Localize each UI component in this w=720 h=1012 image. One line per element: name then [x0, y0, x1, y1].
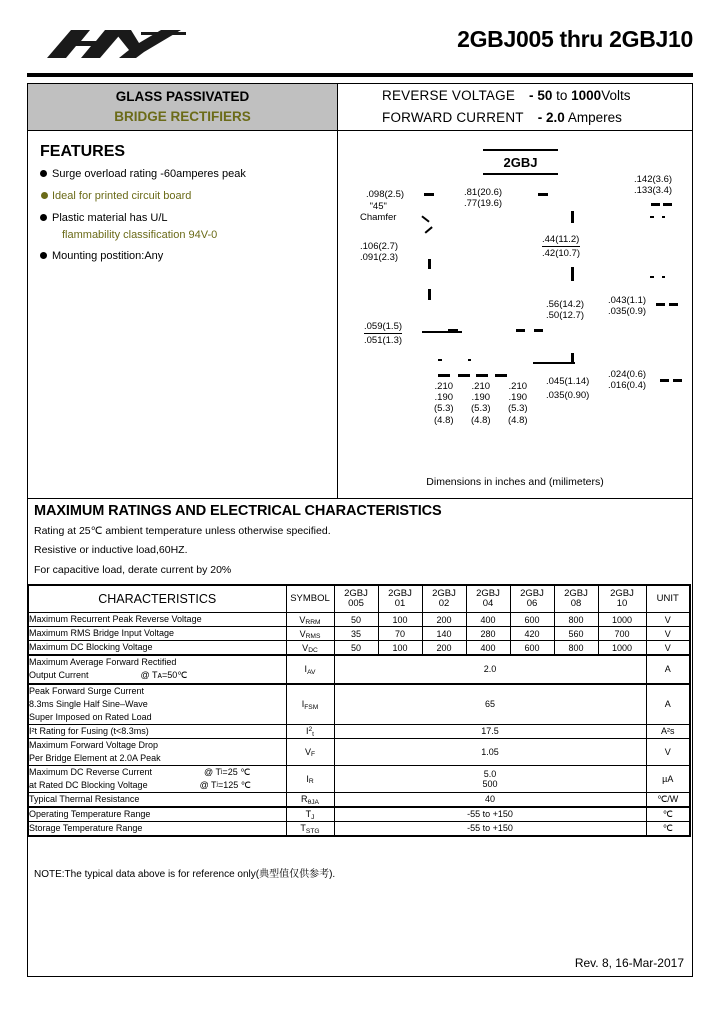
characteristic-line: Maximum Average Forward Rectified	[29, 657, 177, 668]
summary-box	[27, 83, 693, 131]
table-row	[28, 627, 690, 641]
characteristic-line: Maximum DC Reverse Current @ Tʲ=25 ℃	[29, 766, 286, 779]
cell-characteristic-vrms	[28, 627, 286, 641]
value-line: 40	[484, 794, 495, 805]
cell-unit-rthja: ℃/W	[646, 792, 690, 807]
feature-item-3	[40, 249, 337, 264]
dot-marker	[650, 276, 654, 278]
arrow-marker	[571, 353, 574, 363]
cell-value-rthja	[334, 792, 646, 807]
cell-symbol-rthja: $R_{\theta JA}$	[286, 792, 334, 807]
dim-body-height: .56(14.2) .50(12.7)	[546, 299, 585, 322]
cell-symbol-tj: $T_J$	[286, 807, 334, 822]
feature-text: Surge overload rating -60amperes peak	[52, 168, 246, 180]
key-ratings-panel	[338, 84, 692, 130]
dim-chamfer-note: "45" Chamfer	[360, 201, 397, 224]
arrow-marker	[538, 193, 548, 196]
cell-value-vdc-5: 800	[554, 641, 598, 656]
revision-label: Rev. 8, 16-Mar-2017	[574, 956, 684, 970]
feature-text: Mounting postition:Any	[52, 250, 164, 263]
cell-unit-vf: V	[646, 738, 690, 765]
table-row	[28, 724, 690, 738]
dim-lead-spacing-3: .210 .190 (5.3) (4.8)	[508, 381, 528, 426]
dot-marker	[438, 359, 442, 361]
cell-value-vdc-6: 1000	[598, 641, 646, 656]
col-unit: UNIT	[646, 585, 690, 613]
cell-symbol-vrrm: $V_{RRM}$	[286, 613, 334, 627]
drawing-caption: Dimensions in inches and (milimeters)	[426, 476, 604, 488]
features-heading: FEATURES	[40, 143, 126, 160]
arrow-marker	[424, 193, 434, 196]
cell-value-vdc-2: 200	[422, 641, 466, 656]
table-header-row	[28, 585, 690, 613]
characteristic-line: Maximum Forward Voltage Drop	[29, 739, 159, 750]
bullet-icon	[40, 214, 47, 221]
arrow-marker	[571, 211, 574, 223]
characteristic-line: Per Bridge Element at 2.0A Peak	[29, 752, 161, 763]
package-drawing	[338, 131, 692, 498]
ratings-note-0: Rating at 25℃ ambient temperature unless otherwise specified.	[34, 525, 331, 537]
cell-value-vrms-6: 700	[598, 627, 646, 641]
reverse-voltage-unit: Volts	[601, 88, 631, 104]
cell-value-tstg	[334, 821, 646, 836]
dot-marker	[662, 276, 665, 278]
cell-value-vrrm-3: 400	[466, 613, 510, 627]
col-part-6: 2GBJ 10	[598, 585, 646, 613]
cell-unit-tstg: ℃	[646, 821, 690, 836]
product-type-line1: GLASS PASSIVATED	[115, 88, 250, 104]
table-row	[28, 792, 690, 807]
dot-marker	[468, 359, 471, 361]
feature-subtext: flammability classification 94V-0	[62, 228, 218, 241]
product-type-panel	[28, 84, 338, 130]
cell-characteristic-tj	[28, 807, 286, 822]
arrow-marker	[495, 374, 507, 377]
table-body	[28, 613, 690, 836]
reverse-voltage-row	[382, 85, 692, 107]
col-part-4: 2GBJ 06	[510, 585, 554, 613]
dot-marker	[650, 216, 654, 218]
cell-unit-tj: ℃	[646, 807, 690, 822]
header-divider	[27, 73, 693, 77]
dim-lead-width-a: .043(1.1) .035(0.9)	[608, 295, 647, 318]
value-line: 65	[484, 699, 495, 710]
cell-value-vrms-0: 35	[334, 627, 378, 641]
cell-value-iav	[334, 655, 646, 683]
ratings-note-1: Resistive or inductive load,60HZ.	[34, 544, 188, 557]
cell-value-vrrm-6: 1000	[598, 613, 646, 627]
cell-symbol-vdc: $V_{DC}$	[286, 641, 334, 656]
col-symbol: SYMBOL	[286, 585, 334, 613]
col-part-1: 2GBJ 01	[378, 585, 422, 613]
characteristic-line: Maximum RMS Bridge Input Voltage	[29, 628, 175, 639]
arrow-marker	[516, 329, 525, 332]
dim-lead-pitch: .44(11.2) .42(10.7)	[542, 234, 581, 260]
cell-value-vrms-1: 70	[378, 627, 422, 641]
cell-value-i2t	[334, 724, 646, 738]
reverse-voltage-dash: -	[529, 88, 534, 104]
cell-symbol-vrms: $V_{RMS}$	[286, 627, 334, 641]
characteristic-line: Operating Temperature Range	[29, 808, 151, 819]
product-type-line2: BRIDGE RECTIFIERS	[114, 109, 251, 124]
hy-logo-icon	[41, 24, 191, 66]
dim-foot-height: .059(1.5) .051(1.3)	[364, 321, 403, 347]
cell-value-vdc-4: 600	[510, 641, 554, 656]
features-and-drawing-box	[27, 131, 693, 499]
value-line: -55 to +150	[467, 809, 513, 820]
feature-item-2	[40, 211, 337, 243]
cell-value-vf	[334, 738, 646, 765]
characteristic-line: Maximum Recurrent Peak Reverse Voltage	[29, 614, 202, 625]
characteristic-line: Super Imposed on Rated Load	[29, 711, 152, 722]
characteristic-line: Maximum DC Blocking Voltage	[29, 642, 153, 653]
characteristic-line: Typical Thermal Resistance	[29, 793, 140, 804]
arrow-marker	[660, 379, 669, 382]
page-title: 2GBJ005 thru 2GBJ10	[457, 26, 693, 52]
arrow-marker	[571, 267, 574, 281]
cell-unit-vrms: V	[646, 627, 690, 641]
arrow-marker	[428, 289, 431, 300]
characteristic-line: I²t Rating for Fusing (t<8.3ms)	[29, 725, 149, 736]
dim-lead-thickness: .024(0.6) .016(0.4)	[608, 369, 647, 392]
package-name-label: 2GBJ	[483, 149, 558, 175]
page-header	[27, 22, 693, 72]
ratings-note-2: For capacitive load, derate current by 20%	[34, 563, 232, 576]
col-part-5: 2GBJ 08	[554, 585, 598, 613]
arrow-marker	[651, 203, 660, 206]
features-list	[40, 167, 337, 264]
cell-value-vrms-5: 560	[554, 627, 598, 641]
col-part-3: 2GBJ 04	[466, 585, 510, 613]
characteristic-line: 8.3ms Single Half Sine–Wave	[29, 698, 148, 709]
cell-value-vrms-2: 140	[422, 627, 466, 641]
dim-lead-spacing-2: .210 .190 (5.3) (4.8)	[471, 381, 491, 426]
cell-symbol-iav: $I_{AV}$	[286, 655, 334, 683]
table-row	[28, 655, 690, 683]
col-part-2: 2GBJ 02	[422, 585, 466, 613]
arrow-marker	[448, 329, 458, 332]
dim-corner-chamfer: .142(3.6) .133(3.4)	[634, 174, 673, 197]
feature-text: Plastic material has U/L	[52, 211, 168, 224]
value-line: 5.0	[483, 768, 497, 779]
leader-line	[533, 362, 575, 364]
dim-width-top: .098(2.5)	[366, 189, 405, 200]
cell-symbol-tstg: $T_{STG}$	[286, 821, 334, 836]
cell-characteristic-rthja	[28, 792, 286, 807]
cell-unit-ir: µA	[646, 765, 690, 792]
cell-characteristic-tstg	[28, 821, 286, 836]
reverse-voltage-to: to	[556, 88, 568, 104]
characteristic-line: Storage Temperature Range	[29, 822, 143, 833]
table-row	[28, 684, 690, 725]
cell-value-vdc-0: 50	[334, 641, 378, 656]
cell-unit-i2t: A²s	[646, 724, 690, 738]
forward-current-unit: Amperes	[567, 110, 622, 125]
forward-current-row	[382, 107, 692, 129]
arrow-marker	[428, 259, 431, 269]
dot-marker	[662, 216, 665, 218]
feature-text: Ideal for printed circuit board	[52, 189, 192, 202]
arrow-marker	[673, 379, 682, 382]
forward-current-value: 2.0	[546, 110, 565, 125]
value-line: 2.0	[483, 664, 497, 675]
col-characteristics: CHARACTERISTICS	[28, 585, 286, 613]
value-line: -55 to +150	[467, 823, 513, 834]
cell-characteristic-i2t	[28, 724, 286, 738]
table-row	[28, 807, 690, 822]
leader-line	[421, 215, 429, 222]
value-line: 1.05	[481, 746, 499, 757]
bullet-icon	[41, 192, 48, 199]
arrow-marker	[458, 374, 470, 377]
reverse-voltage-min: 50	[537, 88, 553, 104]
arrow-marker	[438, 374, 450, 377]
cell-value-vdc-1: 100	[378, 641, 422, 656]
reverse-voltage-max: 1000	[571, 88, 602, 104]
cell-unit-iav: A	[646, 655, 690, 683]
cell-characteristic-vdc	[28, 641, 286, 656]
table-row	[28, 821, 690, 836]
cell-value-vrrm-2: 200	[422, 613, 466, 627]
cell-symbol-i2t: $I^2_t$	[286, 724, 334, 738]
arrow-marker	[534, 329, 543, 332]
cell-characteristic-ifsm	[28, 684, 286, 725]
table-footnote: NOTE:The typical data above is for reference only(典型值仅供参考).	[34, 869, 336, 880]
cell-value-tj	[334, 807, 646, 822]
cell-value-vrrm-0: 50	[334, 613, 378, 627]
condition-text: @ Tʲ=125 ℃	[199, 779, 251, 790]
cell-unit-vdc: V	[646, 641, 690, 656]
cell-value-vrms-4: 420	[510, 627, 554, 641]
cell-characteristic-ir	[28, 765, 286, 792]
arrow-marker	[476, 374, 488, 377]
cell-value-ifsm	[334, 684, 646, 725]
cell-value-vrrm-4: 600	[510, 613, 554, 627]
ratings-section	[27, 499, 693, 977]
cell-symbol-ifsm: $I_{FSM}$	[286, 684, 334, 725]
cell-characteristic-vf	[28, 738, 286, 765]
arrow-marker	[656, 303, 665, 306]
col-part-0: 2GBJ 005	[334, 585, 378, 613]
table-row	[28, 765, 690, 792]
cell-value-vrms-3: 280	[466, 627, 510, 641]
feature-item-1	[40, 189, 337, 204]
dim-body-thickness: .106(2.7) .091(2.3)	[360, 241, 399, 264]
features-panel	[28, 131, 338, 498]
value-line: 500	[482, 778, 498, 789]
characteristic-line: Output Current @ Tᴀ=50℃	[29, 669, 286, 682]
specifications-table	[27, 584, 691, 837]
condition-text: @ Tᴀ=50℃	[140, 670, 188, 681]
cell-value-vdc-3: 400	[466, 641, 510, 656]
dim-lead-spacing-1: .210 .190 (5.3) (4.8)	[434, 381, 454, 426]
table-row	[28, 613, 690, 627]
cell-value-vrrm-5: 800	[554, 613, 598, 627]
dim-body-length: .81(20.6) .77(19.6)	[464, 187, 503, 210]
cell-value-ir	[334, 765, 646, 792]
cell-unit-ifsm: A	[646, 684, 690, 725]
ratings-heading: MAXIMUM RATINGS AND ELECTRICAL CHARACTERISTICS	[34, 503, 442, 519]
leader-line	[425, 226, 433, 233]
cell-unit-vrrm: V	[646, 613, 690, 627]
dim-lead-width-b: .045(1.14) .035(0.90)	[546, 376, 590, 402]
feature-item-0	[40, 167, 337, 182]
forward-current-label: FORWARD CURRENT	[382, 110, 524, 125]
value-line: 17.5	[481, 726, 499, 737]
table-row	[28, 641, 690, 656]
forward-current-dash: -	[537, 110, 543, 125]
cell-symbol-vf: $V_F$	[286, 738, 334, 765]
arrow-marker	[669, 303, 678, 306]
condition-text: @ Tʲ=25 ℃	[204, 766, 251, 777]
arrow-marker	[663, 203, 672, 206]
hy-logo	[41, 24, 191, 66]
bullet-icon	[40, 252, 47, 259]
cell-symbol-ir: $I_R$	[286, 765, 334, 792]
cell-value-vrrm-1: 100	[378, 613, 422, 627]
reverse-voltage-label: REVERSE VOLTAGE	[382, 88, 516, 104]
table-row	[28, 738, 690, 765]
characteristic-line: Peak Forward Surge Current	[29, 685, 145, 696]
characteristic-line: at Rated DC Blocking Voltage @ Tʲ=125 ℃	[29, 779, 286, 792]
bullet-icon	[40, 170, 47, 177]
cell-characteristic-vrrm	[28, 613, 286, 627]
cell-characteristic-iav	[28, 655, 286, 683]
